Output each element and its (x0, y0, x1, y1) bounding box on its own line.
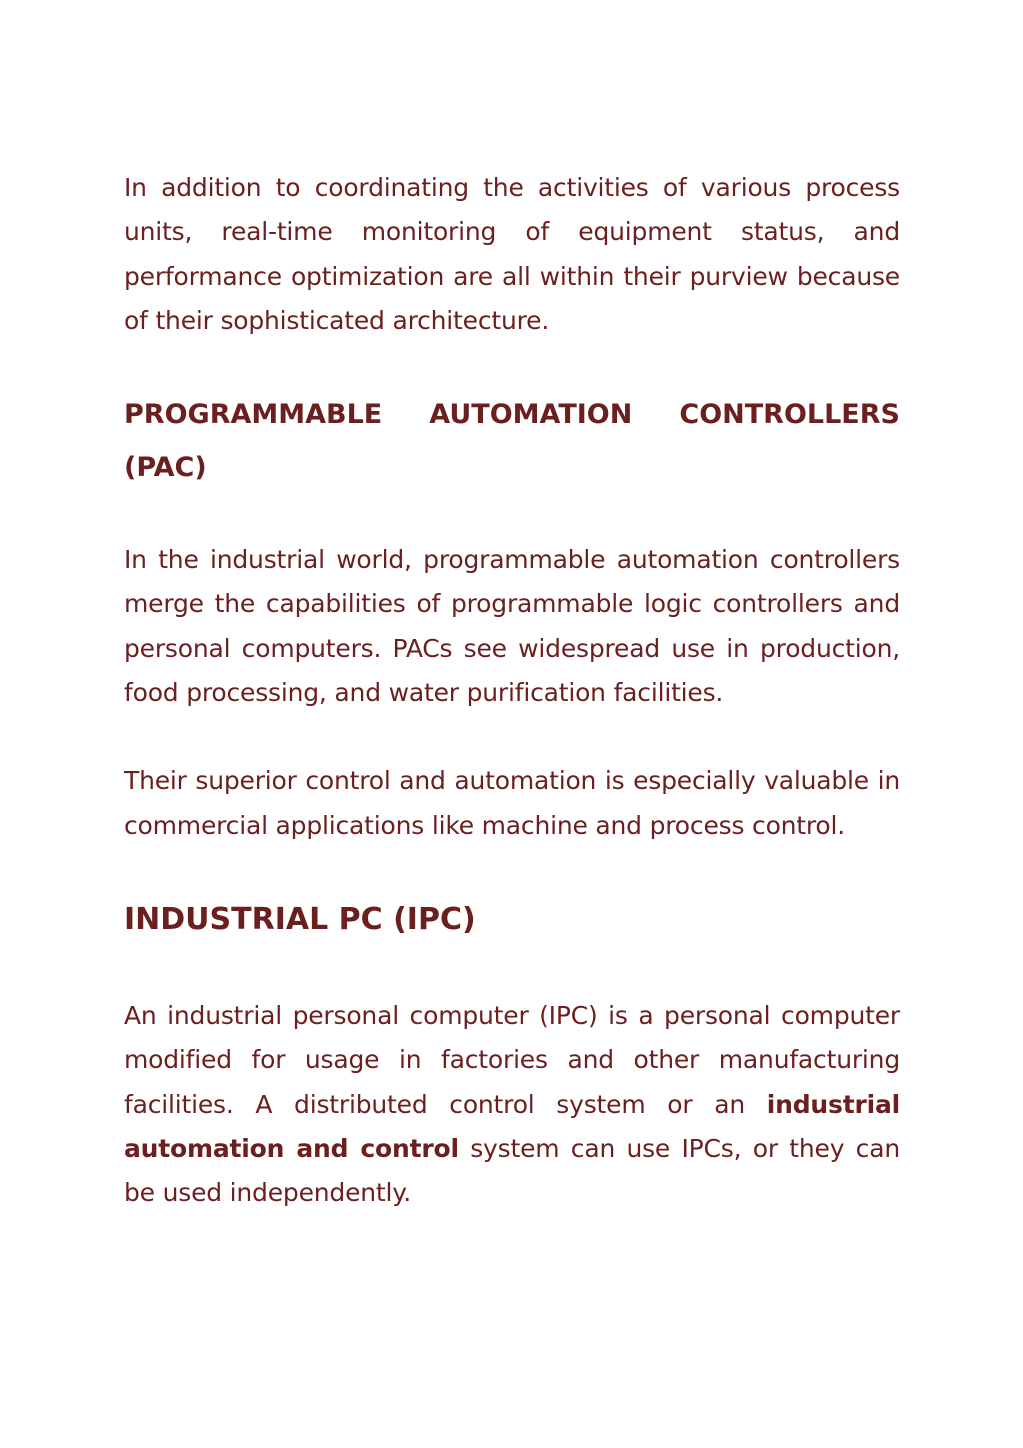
ipc-paragraph (124, 994, 900, 1215)
intro-paragraph: In addition to coordinating the activities of various process units, real-time monitoring of equipment status, and performance optimization are all within their purview because of their sophisticated architecture. (124, 173, 900, 335)
ipc-heading: INDUSTRIAL PC (IPC) (124, 901, 476, 937)
pac-heading: PROGRAMMABLE AUTOMATION CONTROLLERS (PAC) (124, 399, 900, 484)
ipc-bold-phrase: industrial automation and control (124, 1089, 900, 1163)
ipc-text-after: system can use IPCs, or they can be used independently. (124, 1133, 900, 1208)
document-page (124, 166, 900, 1215)
pac-paragraph-1: In the industrial world, programmable automation controllers merge the capabilities of programmable logic controllers and personal computers. PACs see widespread use in production, food processing, and water purification facilities. (124, 545, 900, 708)
ipc-text-before: An industrial personal computer (IPC) is a personal computer modified for usage in factories and other manufacturing facilities. A distributed control system or an (124, 1000, 900, 1119)
pac-paragraph-2: Their superior control and automation is especially valuable in commercial applications like machine and process control. (124, 766, 900, 840)
